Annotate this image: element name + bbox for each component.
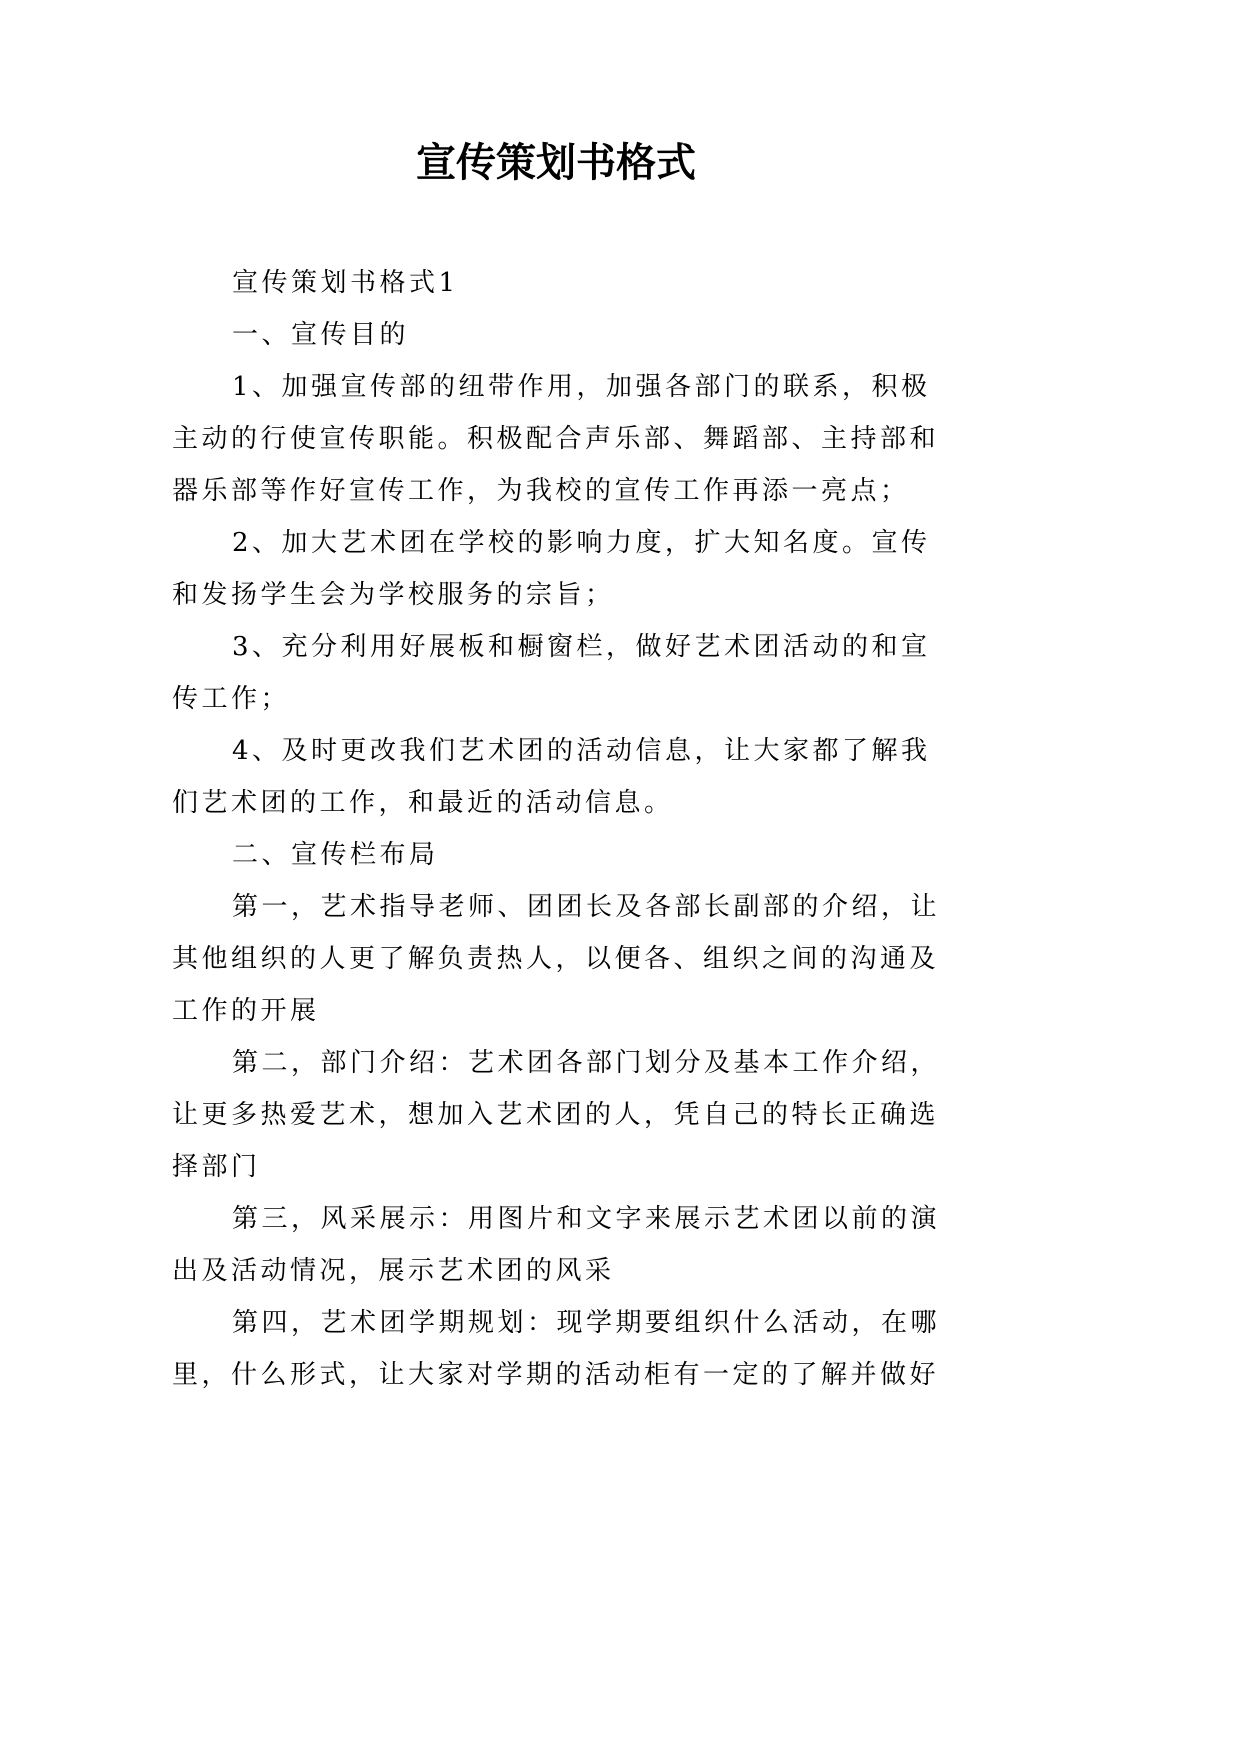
text-line: 宣传策划书格式1	[232, 268, 459, 298]
text-line: 一、宣传目的	[232, 320, 410, 350]
paragraph-heading-layout	[172, 829, 940, 881]
paragraph-item-3	[172, 621, 940, 725]
text-line: 第一，艺术指导老师、团团长及各部长副部的介绍，让	[232, 892, 941, 922]
text-line: 器乐部等作好宣传工作，为我校的宣传工作再添一亮点；	[172, 476, 910, 506]
text-line: 传工作；	[172, 684, 291, 714]
text-line: 3、充分利用好展板和橱窗栏，做好艺术团活动的和宣	[232, 632, 931, 662]
document-body	[172, 257, 940, 1401]
paragraph-heading-purpose	[172, 309, 940, 361]
paragraph-item-2	[172, 517, 940, 621]
text-line: 们艺术团的工作，和最近的活动信息。	[172, 788, 674, 818]
text-line: 工作的开展	[172, 996, 320, 1026]
text-line: 二、宣传栏布局	[232, 840, 439, 870]
text-line: 让更多热爱艺术，想加入艺术团的人，凭自己的特长正确选	[172, 1100, 940, 1130]
text-line: 出及活动情况，展示艺术团的风采	[172, 1256, 615, 1286]
paragraph-item-4	[172, 725, 940, 829]
text-line: 其他组织的人更了解负责热人，以便各、组织之间的沟通及	[172, 944, 940, 974]
paragraph-third	[172, 1193, 940, 1297]
text-line: 第二，部门介绍：艺术团各部门划分及基本工作介绍，	[232, 1048, 941, 1078]
paragraph-section-heading	[172, 257, 940, 309]
text-line: 第三，风采展示：用图片和文字来展示艺术团以前的演	[232, 1204, 941, 1234]
text-line: 主动的行使宣传职能。积极配合声乐部、舞蹈部、主持部和	[172, 424, 940, 454]
text-line: 第四，艺术团学期规划：现学期要组织什么活动，在哪	[232, 1308, 941, 1338]
paragraph-first	[172, 881, 940, 1037]
text-line: 1、加强宣传部的纽带作用，加强各部门的联系，积极	[232, 372, 931, 402]
paragraph-second	[172, 1037, 940, 1193]
paragraph-fourth	[172, 1297, 940, 1401]
document-title: 宣传策划书格式	[416, 139, 696, 186]
text-line: 择部门	[172, 1152, 261, 1182]
paragraph-item-1	[172, 361, 940, 517]
text-line: 2、加大艺术团在学校的影响力度，扩大知名度。宣传	[232, 528, 931, 558]
text-line: 和发扬学生会为学校服务的宗旨；	[172, 580, 615, 610]
text-line: 4、及时更改我们艺术团的活动信息，让大家都了解我	[232, 736, 931, 766]
text-line: 里，什么形式，让大家对学期的活动柜有一定的了解并做好	[172, 1360, 940, 1390]
